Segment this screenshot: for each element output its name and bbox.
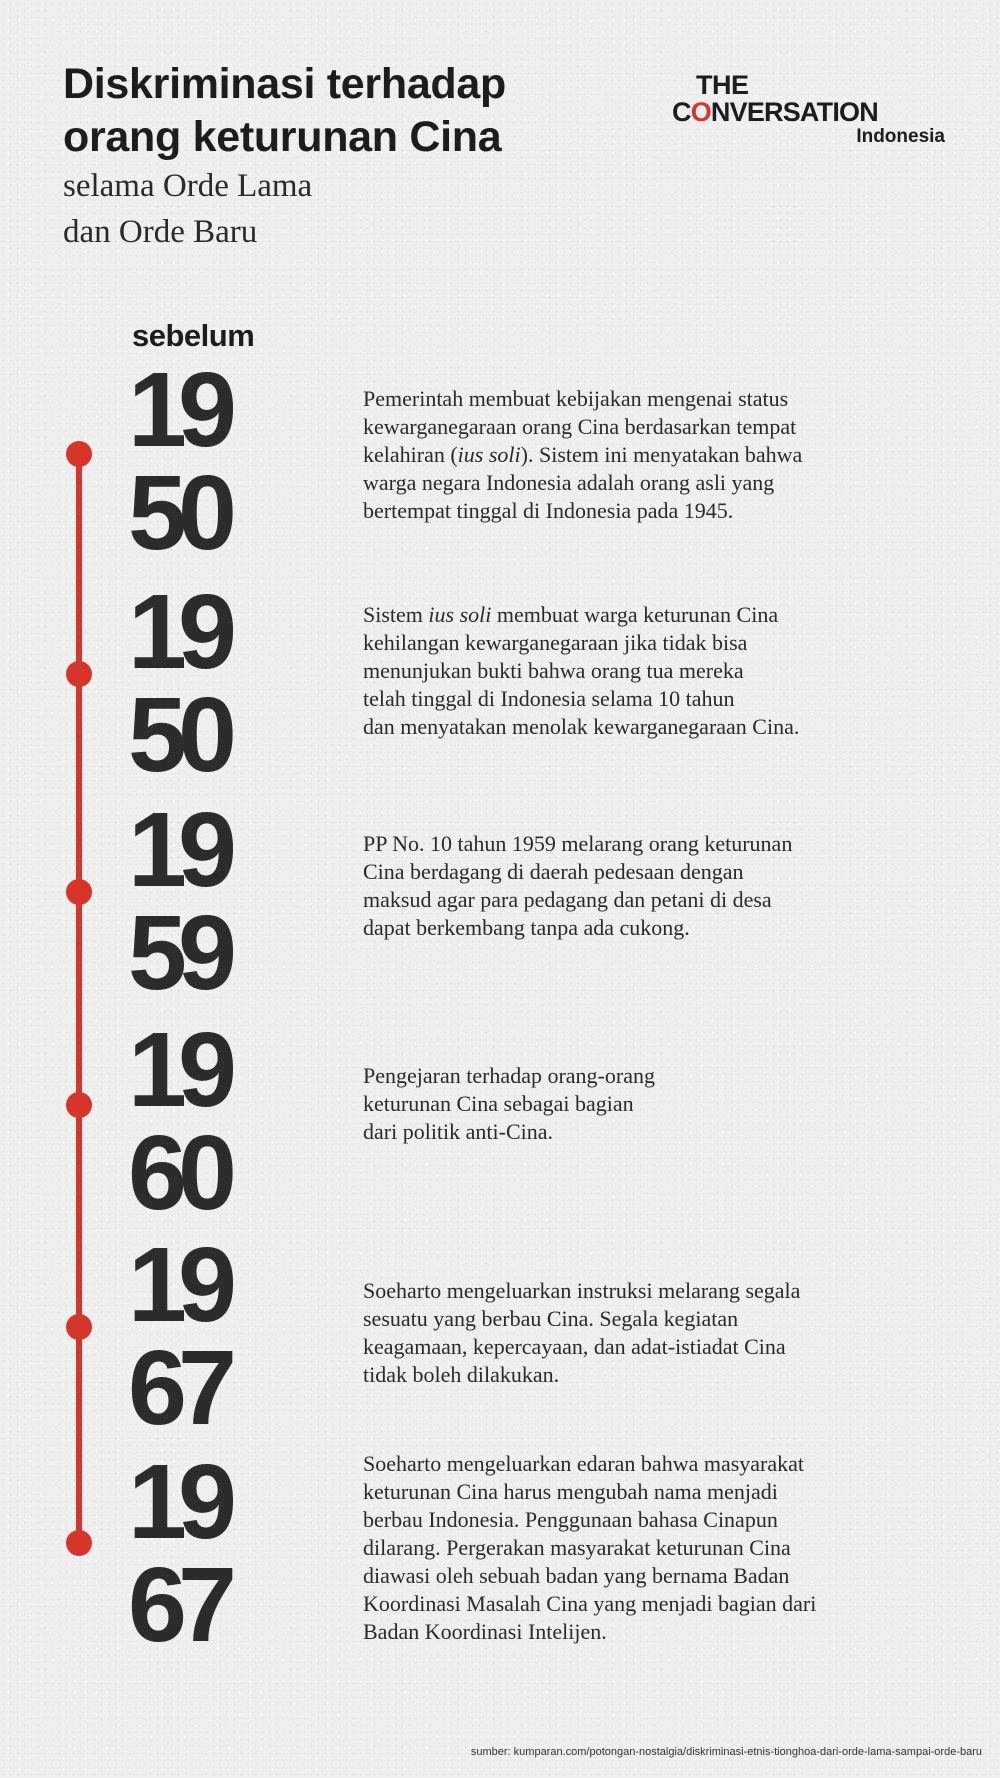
page-subtitle <box>63 163 483 255</box>
timeline-dot-5 <box>66 1314 92 1340</box>
year-label <box>128 1011 298 1232</box>
desc-line: telah tinggal di Indonesia selama 10 tahun <box>363 686 735 711</box>
year-bottom: 67 <box>128 1329 228 1447</box>
event-description <box>363 385 943 525</box>
logo-conv-post: NVERSATION <box>710 97 878 127</box>
year-label <box>128 573 298 794</box>
event-description <box>363 1450 943 1646</box>
desc-line: kewarganegaraan orang Cina berdasarkan tempat <box>363 414 797 439</box>
event-description <box>363 601 943 741</box>
desc-line: bertempat tinggal di Indonesia pada 1945. <box>363 498 734 523</box>
timeline-dot-1 <box>66 441 92 467</box>
year-top: 19 <box>128 791 228 909</box>
timeline-dot-2 <box>66 661 92 687</box>
desc-line: menunjukan bukti bahwa orang tua mereka <box>363 658 744 683</box>
year-bottom: 60 <box>128 1114 228 1232</box>
desc-line: PP No. 10 tahun 1959 melarang orang keturunan <box>363 831 793 856</box>
timeline-dot-4 <box>66 1092 92 1118</box>
timeline-dot-3 <box>66 879 92 905</box>
desc-line: Pemerintah membuat kebijakan mengenai status <box>363 386 789 411</box>
the-conversation-logo <box>672 70 945 150</box>
year-bottom: 67 <box>128 1546 228 1664</box>
logo-region: Indonesia <box>856 126 945 147</box>
desc-line: Koordinasi Masalah Cina yang menjadi bagian dari <box>363 1591 817 1616</box>
logo-conv-o: O <box>690 97 711 127</box>
desc-line: keagamaan, kepercayaan, dan adat-istiadat Cina <box>363 1334 786 1359</box>
desc-line: Badan Koordinasi Intelijen. <box>363 1619 607 1644</box>
year-label <box>128 791 298 1012</box>
desc-line: sesuatu yang berbau Cina. Segala kegiatan <box>363 1306 739 1331</box>
title-line-2: orang keturunan Cina <box>63 113 502 161</box>
desc-line: dan menyatakan menolak kewarganegaraan Cina. <box>363 714 800 739</box>
timeline-dot-6 <box>66 1530 92 1556</box>
year-top: 19 <box>128 351 228 469</box>
page-title <box>63 58 623 164</box>
event-description <box>363 830 943 942</box>
desc-line: kelahiran (ius soli). Sistem ini menyatakan bahwa <box>363 442 803 467</box>
year-prefix-sebelum: sebelum <box>132 318 255 353</box>
desc-line: Soeharto mengeluarkan instruksi melarang segala <box>363 1278 801 1303</box>
desc-line: kehilangan kewarganegaraan jika tidak bisa <box>363 630 748 655</box>
subtitle-line-2: dan Orde Baru <box>63 214 258 250</box>
event-description <box>363 1062 943 1146</box>
desc-line: Sistem ius soli membuat warga keturunan Cina <box>363 602 779 627</box>
year-label <box>128 351 298 572</box>
desc-line: maksud agar para pedagang dan petani di desa <box>363 887 772 912</box>
desc-line: Cina berdagang di daerah pedesaan dengan <box>363 859 744 884</box>
logo-the: THE <box>696 70 749 100</box>
year-top: 19 <box>128 1011 228 1129</box>
desc-line: keturunan Cina sebagai bagian <box>363 1091 634 1116</box>
timeline-line <box>76 451 82 1546</box>
year-bottom: 50 <box>128 676 228 794</box>
desc-line: dapat berkembang tanpa ada cukong. <box>363 915 690 940</box>
desc-line: Soeharto mengeluarkan edaran bahwa masyarakat <box>363 1451 805 1476</box>
desc-line: dilarang. Pergerakan masyarakat keturunan Cina <box>363 1535 791 1560</box>
logo-conv-pre: C <box>672 97 691 127</box>
desc-line: diawasi oleh sebuah badan yang bernama Badan <box>363 1563 790 1588</box>
subtitle-line-1: selama Orde Lama <box>63 168 313 204</box>
logo-conversation <box>672 97 878 127</box>
year-top: 19 <box>128 1443 228 1561</box>
desc-line: Pengejaran terhadap orang-orang <box>363 1063 655 1088</box>
event-description <box>363 1277 943 1389</box>
year-top: 19 <box>128 573 228 691</box>
desc-line: tidak boleh dilakukan. <box>363 1362 560 1387</box>
title-line-1: Diskriminasi terhadap <box>63 60 506 108</box>
year-top: 19 <box>128 1226 228 1344</box>
source-citation: sumber: kumparan.com/potongan-nostalgia/diskriminasi-etnis-tionghoa-dari-orde-lama-sampai-orde-baru <box>470 1746 982 1758</box>
year-bottom: 50 <box>128 454 228 572</box>
desc-line: warga negara Indonesia adalah orang asli yang <box>363 470 775 495</box>
year-bottom: 59 <box>128 894 228 1012</box>
year-label <box>128 1226 298 1447</box>
desc-line: berbau Indonesia. Penggunaan bahasa Cinapun <box>363 1507 778 1532</box>
year-label <box>128 1443 298 1664</box>
desc-line: keturunan Cina harus mengubah nama menjadi <box>363 1479 778 1504</box>
desc-line: dari politik anti-Cina. <box>363 1119 554 1144</box>
